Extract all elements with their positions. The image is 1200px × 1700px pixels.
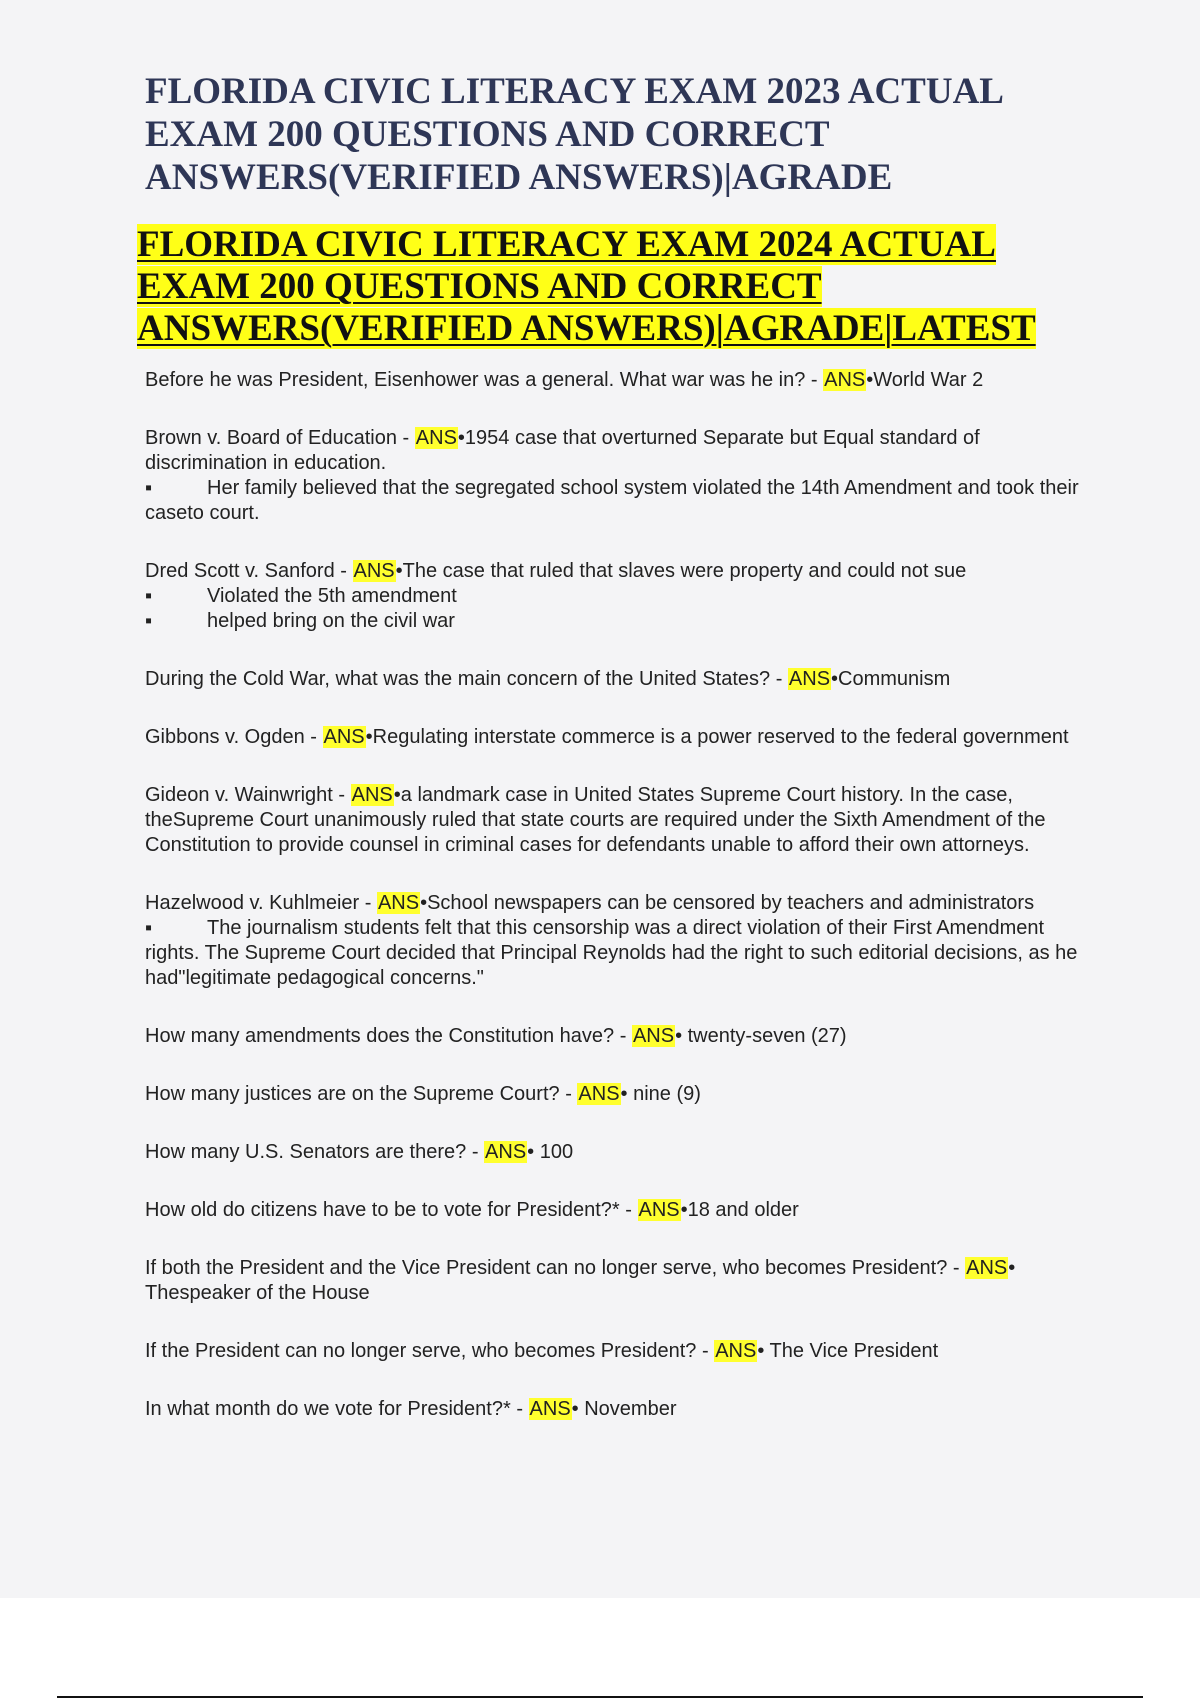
answer-text: • twenty-seven (27) <box>675 1025 847 1047</box>
qa-line <box>145 783 1085 858</box>
question-text: Gideon v. Wainwright - <box>145 784 346 806</box>
question-text: How many amendments does the Constitution have? - <box>145 1025 627 1047</box>
qa-item <box>145 783 1085 858</box>
question-text: If both the President and the Vice President can no longer serve, who becomes President? - <box>145 1257 960 1279</box>
qa-item <box>145 559 1085 634</box>
ans-label: ANS <box>966 1257 1008 1279</box>
qa-line <box>145 1082 1085 1107</box>
question-text: Hazelwood v. Kuhlmeier - <box>145 892 372 914</box>
question-text: How old do citizens have to be to vote for President?* - <box>145 1199 632 1221</box>
qa-line <box>145 1024 1085 1049</box>
title-2024 <box>137 224 1085 350</box>
qa-list <box>145 368 1085 1422</box>
title-2024-highlight: FLORIDA CIVIC LITERACY EXAM 2024 ACTUAL EXAM 200 QUESTIONS AND CORRECT ANSWERS(VERIFIED ANSWERS)|AGRADE|LATEST <box>137 224 1036 349</box>
qa-item <box>145 1256 1085 1306</box>
question-text: Gibbons v. Ogden - <box>145 726 317 748</box>
qa-item <box>145 667 1085 692</box>
qa-item <box>145 368 1085 393</box>
question-text: During the Cold War, what was the main concern of the United States? - <box>145 668 783 690</box>
bullet-icon: ▪ <box>145 585 153 607</box>
bullet-item <box>145 584 1085 609</box>
qa-line <box>145 1339 1085 1364</box>
bullet-item <box>145 916 1085 991</box>
bullet-item <box>145 476 1085 526</box>
bullet-icon: ▪ <box>145 917 153 939</box>
qa-line <box>145 559 1085 584</box>
bullet-item <box>145 609 1085 634</box>
answer-text: •a landmark case in United States Supreme Court history. In the case, theSupreme Court unanimously ruled that state courts are required under the Sixth Amendment of the Constitution to provide counsel in criminal cases for defendants unable to afford their own attorneys. <box>145 784 1046 856</box>
question-text: Brown v. Board of Education - <box>145 427 410 449</box>
answer-text: •Regulating interstate commerce is a power reserved to the federal government <box>365 726 1069 748</box>
ans-label: ANS <box>351 784 393 806</box>
answer-text: •18 and older <box>680 1199 799 1221</box>
ans-label: ANS <box>353 560 395 582</box>
question-text: How many justices are on the Supreme Court? - <box>145 1083 572 1105</box>
qa-item <box>145 426 1085 526</box>
bullet-text: helped bring on the civil war <box>207 610 455 632</box>
qa-line <box>145 368 1085 393</box>
bullet-text: Violated the 5th amendment <box>207 585 457 607</box>
ans-label: ANS <box>377 892 420 914</box>
qa-line <box>145 725 1085 750</box>
ans-label: ANS <box>485 1141 527 1163</box>
question-text: Before he was President, Eisenhower was a general. What war was he in? - <box>145 369 818 391</box>
answer-text: •Communism <box>831 668 951 690</box>
qa-line <box>145 891 1085 916</box>
qa-item <box>145 1198 1085 1223</box>
question-text: How many U.S. Senators are there? - <box>145 1141 479 1163</box>
ans-label: ANS <box>632 1025 675 1047</box>
bullet-text: The journalism students felt that this censorship was a direct violation of their First Amendment rights. The Supreme Court decided that Principal Reynolds had the right to such editorial decisions, as he had"legitimate pedagogical concerns." <box>145 917 1078 989</box>
ans-label: ANS <box>638 1199 680 1221</box>
answer-text: • The Vice President <box>757 1340 939 1362</box>
answer-text: •World War 2 <box>866 369 984 391</box>
qa-item <box>145 1024 1085 1049</box>
qa-line <box>145 667 1085 692</box>
qa-item <box>145 891 1085 991</box>
ans-label: ANS <box>578 1083 620 1105</box>
ans-label: ANS <box>824 369 866 391</box>
answer-text: • Thespeaker of the House <box>145 1257 1016 1304</box>
answer-text: • nine (9) <box>620 1083 701 1105</box>
ans-label: ANS <box>529 1398 571 1420</box>
qa-line <box>145 1256 1085 1306</box>
answer-text: • November <box>571 1398 677 1420</box>
bullet-icon: ▪ <box>145 477 153 499</box>
qa-item <box>145 1082 1085 1107</box>
ans-label: ANS <box>715 1340 757 1362</box>
qa-line <box>145 1397 1085 1422</box>
footer-divider <box>57 1696 1143 1698</box>
answer-text: •1954 case that overturned Separate but Equal standard of discrimination in education. <box>145 427 980 474</box>
bullet-icon: ▪ <box>145 610 153 632</box>
qa-line <box>145 1198 1085 1223</box>
qa-item <box>145 1140 1085 1165</box>
bullet-text: Her family believed that the segregated school system violated the 14th Amendment and took their caseto court. <box>145 477 1079 524</box>
question-text: Dred Scott v. Sanford - <box>145 560 347 582</box>
ans-label: ANS <box>323 726 365 748</box>
qa-item <box>145 1339 1085 1364</box>
title-2023: FLORIDA CIVIC LITERACY EXAM 2023 ACTUAL EXAM 200 QUESTIONS AND CORRECT ANSWERS(VERIFIED ANSWERS)|AGRADE <box>145 71 1002 198</box>
qa-item <box>145 725 1085 750</box>
question-text: If the President can no longer serve, who becomes President? - <box>145 1340 709 1362</box>
document-content <box>137 70 1085 1422</box>
ans-label: ANS <box>788 668 831 690</box>
question-text: In what month do we vote for President?* - <box>145 1398 523 1420</box>
answer-text: •The case that ruled that slaves were property and could not sue <box>395 560 967 582</box>
qa-line <box>145 1140 1085 1165</box>
qa-item <box>145 1397 1085 1422</box>
answer-text: •School newspapers can be censored by teachers and administrators <box>420 892 1035 914</box>
qa-line <box>145 426 1085 476</box>
answer-text: • 100 <box>527 1141 574 1163</box>
ans-label: ANS <box>415 427 457 449</box>
